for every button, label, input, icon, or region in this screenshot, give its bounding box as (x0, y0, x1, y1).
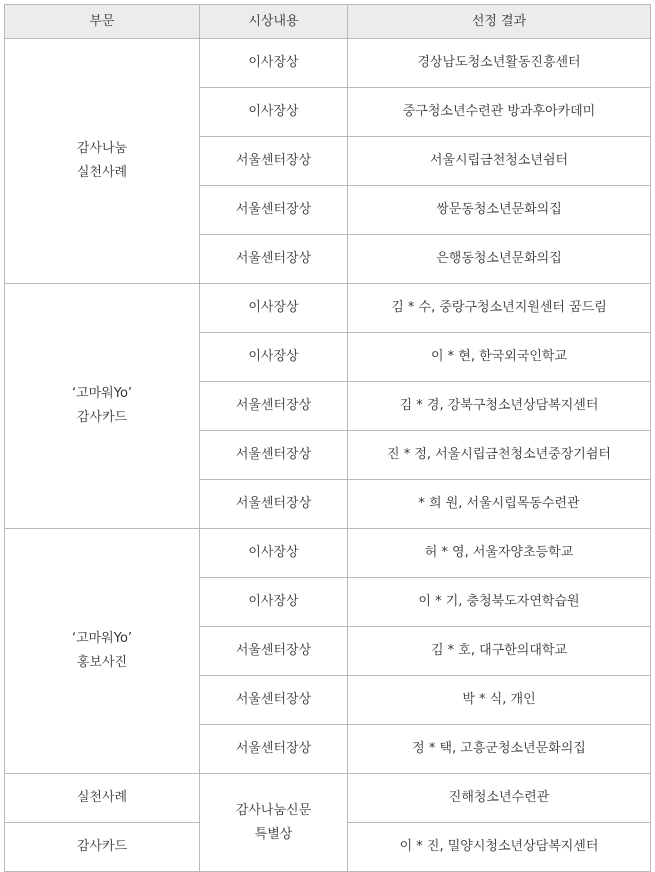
award-results-table (4, 4, 651, 872)
table-row (5, 39, 651, 88)
category-cell (5, 529, 200, 774)
award-cell: 이사장상 (200, 88, 348, 137)
award-cell: 서울센터장상 (200, 725, 348, 774)
result-cell: 쌍문동청소년문화의집 (348, 186, 651, 235)
award-cell: 서울센터장상 (200, 676, 348, 725)
award-cell: 서울센터장상 (200, 137, 348, 186)
category-cell-line: ‘고마워Yo’ (71, 631, 133, 646)
table-row (5, 774, 651, 823)
award-cell: 서울센터장상 (200, 431, 348, 480)
award-cell: 이사장상 (200, 529, 348, 578)
header-result: 선정 결과 (348, 5, 651, 39)
header-category: 부문 (5, 5, 200, 39)
award-cell: 서울센터장상 (200, 480, 348, 529)
header-award: 시상내용 (200, 5, 348, 39)
category-cell: 실천사례 (5, 774, 200, 823)
result-cell: 이 * 기, 충청북도자연학습원 (348, 578, 651, 627)
award-cell: 서울센터장상 (200, 382, 348, 431)
award-cell: 이사장상 (200, 578, 348, 627)
category-cell-line: ‘고마워Yo’ (71, 386, 133, 401)
award-cell: 서울센터장상 (200, 235, 348, 284)
category-cell-line: 실천사례 (76, 165, 128, 180)
result-cell: 김 * 호, 대구한의대학교 (348, 627, 651, 676)
table-row (5, 284, 651, 333)
result-cell: 경상남도청소년활동진흥센터 (348, 39, 651, 88)
result-cell: 중구청소년수련관 방과후아카데미 (348, 88, 651, 137)
table-body (5, 39, 651, 872)
award-cell-line: 특별상 (254, 826, 293, 842)
category-cell (5, 39, 200, 284)
category-cell: 감사카드 (5, 823, 200, 872)
result-cell: 김 * 경, 강북구청소년상담복지센터 (348, 382, 651, 431)
award-cell: 서울센터장상 (200, 627, 348, 676)
result-cell: 허 * 영, 서울자양초등학교 (348, 529, 651, 578)
award-cell: 서울센터장상 (200, 186, 348, 235)
category-cell (5, 284, 200, 529)
result-cell: 박 * 식, 개인 (348, 676, 651, 725)
result-cell: 김 * 수, 중랑구청소년지원센터 꿈드림 (348, 284, 651, 333)
result-cell: 정 * 택, 고흥군청소년문화의집 (348, 725, 651, 774)
result-cell: 서울시립금천청소년쉼터 (348, 137, 651, 186)
category-cell-line: 감사카드 (76, 410, 128, 425)
category-cell-line: 홍보사진 (76, 655, 128, 670)
award-cell-line: 감사나눔신문 (235, 802, 312, 818)
award-cell (200, 774, 348, 872)
award-cell: 이사장상 (200, 39, 348, 88)
award-cell: 이사장상 (200, 284, 348, 333)
result-cell: 은행동청소년문화의집 (348, 235, 651, 284)
result-cell: 이 * 현, 한국외국인학교 (348, 333, 651, 382)
award-cell: 이사장상 (200, 333, 348, 382)
table-row (5, 529, 651, 578)
category-cell-line: 감사나눔 (76, 141, 128, 156)
result-cell: 이 * 진, 밀양시청소년상담복지센터 (348, 823, 651, 872)
result-cell: 진해청소년수련관 (348, 774, 651, 823)
result-cell: 진 * 정, 서울시립금천청소년중장기쉼터 (348, 431, 651, 480)
result-cell: * 희 원, 서울시립목동수련관 (348, 480, 651, 529)
header-row (5, 5, 651, 39)
